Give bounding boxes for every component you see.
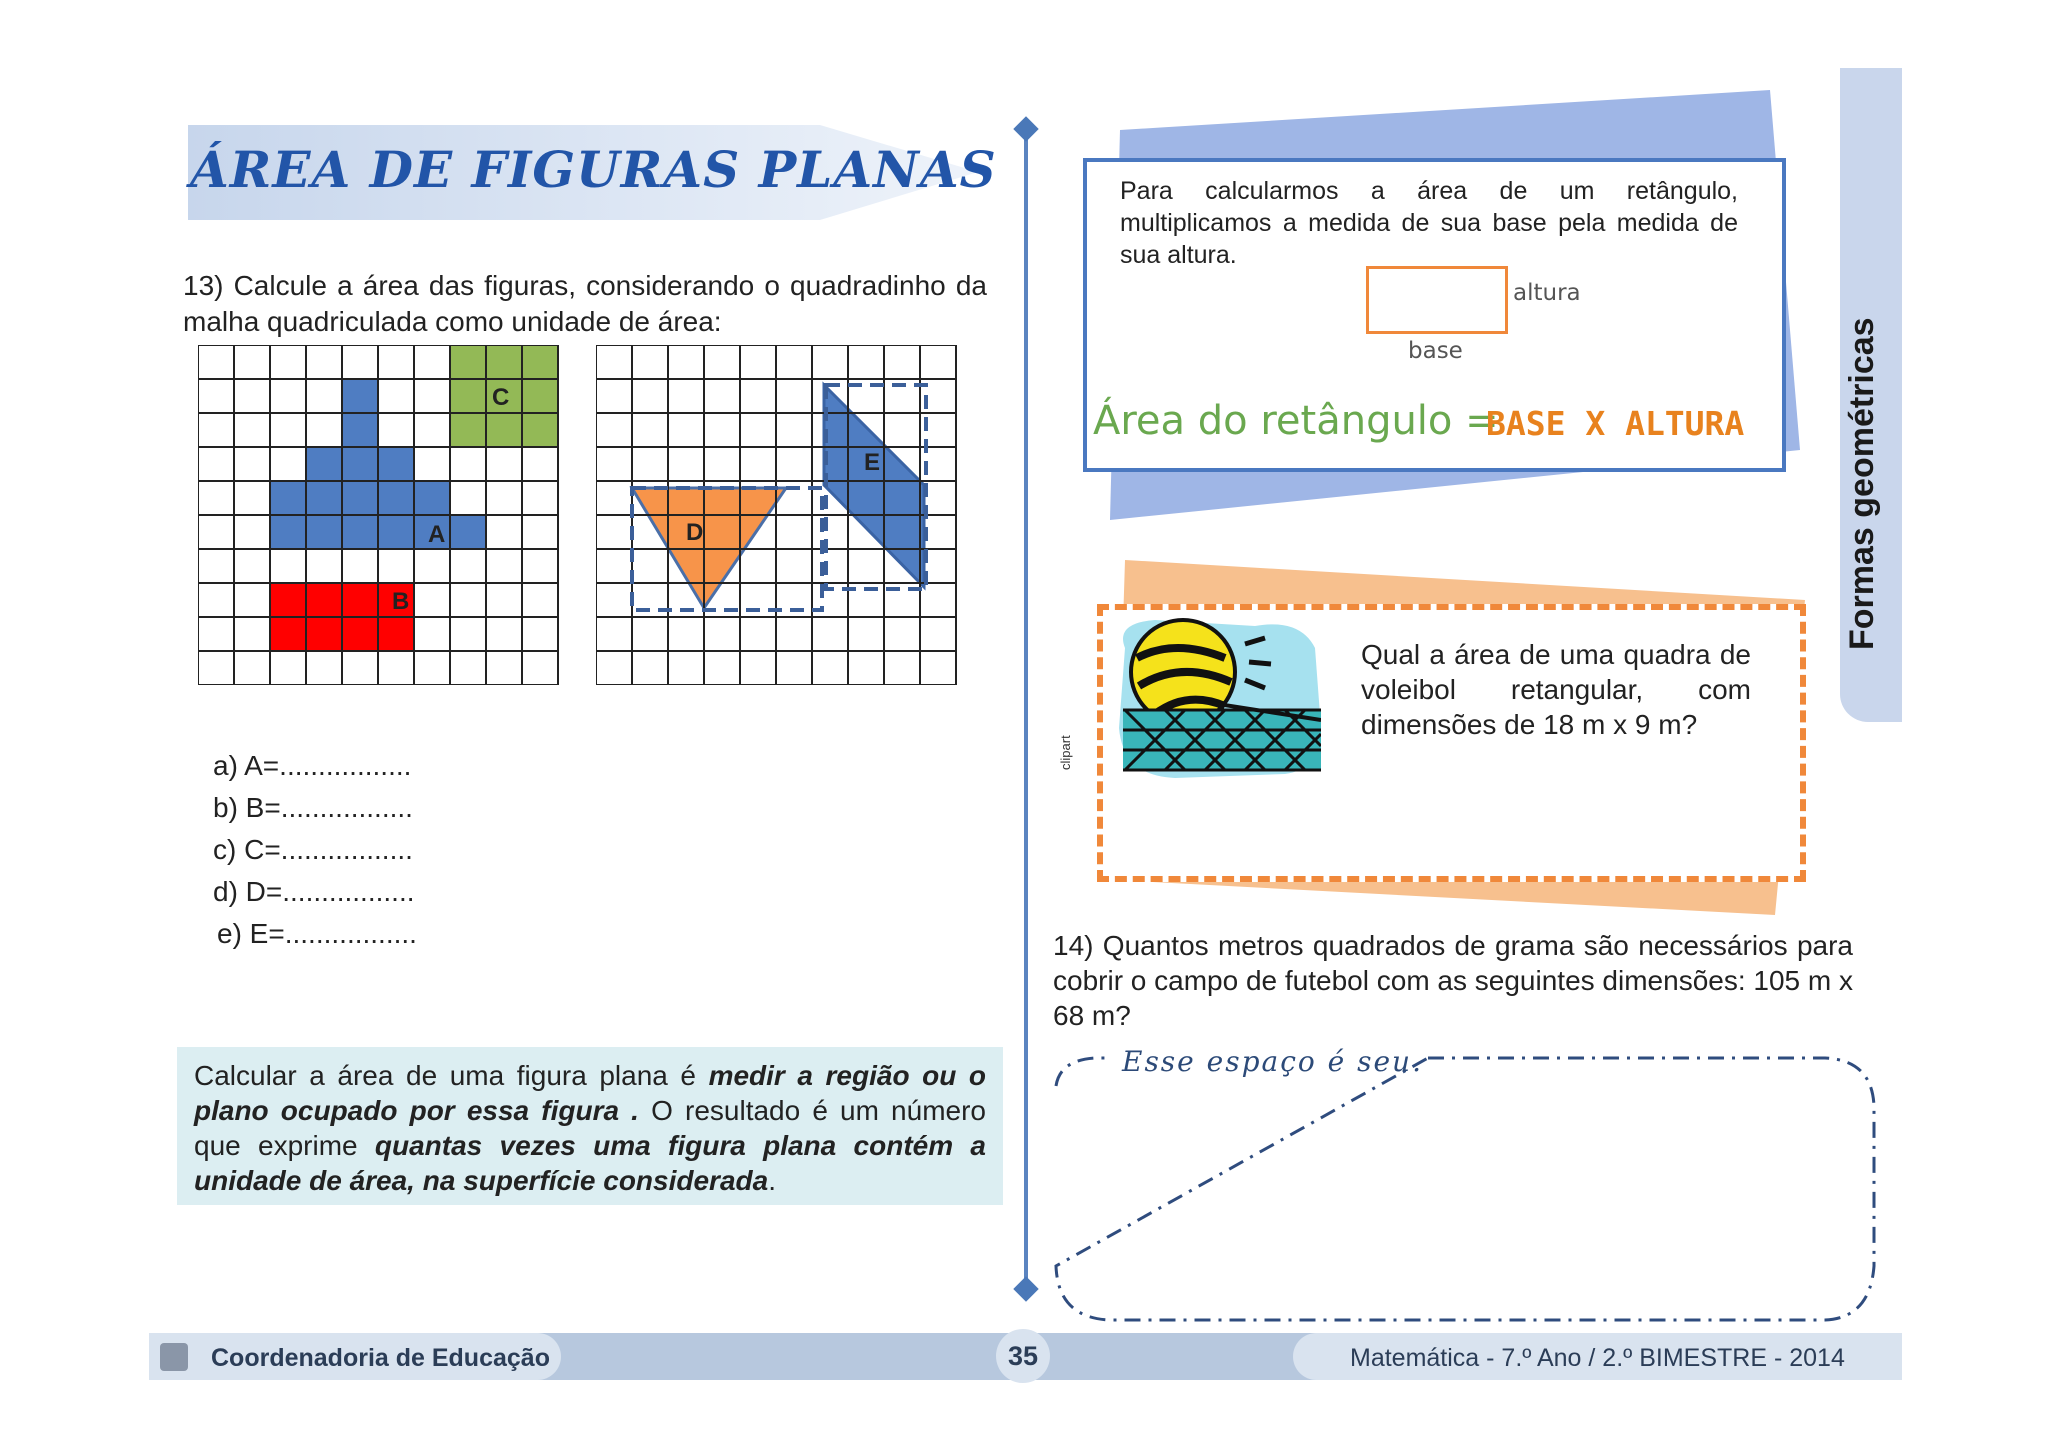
page-number: 35: [996, 1329, 1050, 1383]
label-a: A: [428, 521, 446, 548]
divider-diamond-top: [1013, 116, 1038, 141]
answer-b[interactable]: b) B=.................: [213, 792, 413, 823]
rectangle-text: Para calcularmos a área de um retângulo, multiplicamos a medida de sua base pela medida de sua altura.: [1120, 177, 1738, 269]
label-d: D: [686, 519, 704, 546]
rectangle-diagram: [1366, 266, 1508, 334]
volleyball-clipart: [1115, 618, 1321, 782]
formula-right: BASE X ALTURA: [1486, 404, 1745, 443]
answer-c[interactable]: c) C=.................: [213, 834, 413, 865]
answer-list: [213, 745, 417, 955]
divider-diamond-bottom: [1013, 1276, 1038, 1301]
answer-space[interactable]: [1050, 1046, 1880, 1331]
exercise-14-prompt: 14) Quantos metros quadrados de grama são necessários para cobrir o campo de futebol com as seguintes dimensões: 105 m x 68 m?: [1053, 930, 1853, 1031]
label-e: E: [864, 449, 881, 476]
page-title: ÁREA DE FIGURAS PLANAS: [190, 140, 997, 199]
center-divider: [1024, 120, 1028, 1290]
exercise-13-prompt: 13) Calcule a área das figuras, considerando o quadradinho da malha quadriculada como unidade de área:: [183, 270, 987, 337]
answer-d[interactable]: d) D=.................: [213, 876, 415, 907]
answer-space-title: Esse espaço é seu.: [1122, 1045, 1423, 1078]
definition-text: Calcular a área de uma figura plana é medir a região ou o plano ocupado por essa figura . O resultado é um número que exprime quantas vezes uma figura plana contém a unidade de área, na superfície considerada.: [194, 1060, 986, 1196]
answer-a[interactable]: a) A=.................: [213, 750, 412, 781]
footer-organization: Coordenadoria de Educação: [211, 1344, 550, 1372]
side-tab-label: Formas geométricas: [1843, 317, 1881, 650]
answer-e[interactable]: e) E=.................: [217, 918, 417, 949]
coat-of-arms-icon: [160, 1343, 188, 1371]
grid-right: [596, 345, 958, 685]
label-c: C: [492, 384, 510, 411]
figure-e: [824, 385, 924, 587]
clipart-credit: clipart: [1058, 735, 1073, 770]
base-label: base: [1408, 338, 1463, 364]
volleyball-question: Qual a área de uma quadra de voleibol retangular, com dimensões de 18 m x 9 m?: [1361, 639, 1751, 740]
formula-left: Área do retângulo =: [1093, 398, 1499, 444]
height-label: altura: [1513, 280, 1581, 306]
grid-left: [198, 345, 560, 685]
label-b: B: [392, 588, 410, 615]
footer-course-info: Matemática - 7.º Ano / 2.º BIMESTRE - 2014: [1350, 1344, 1845, 1372]
